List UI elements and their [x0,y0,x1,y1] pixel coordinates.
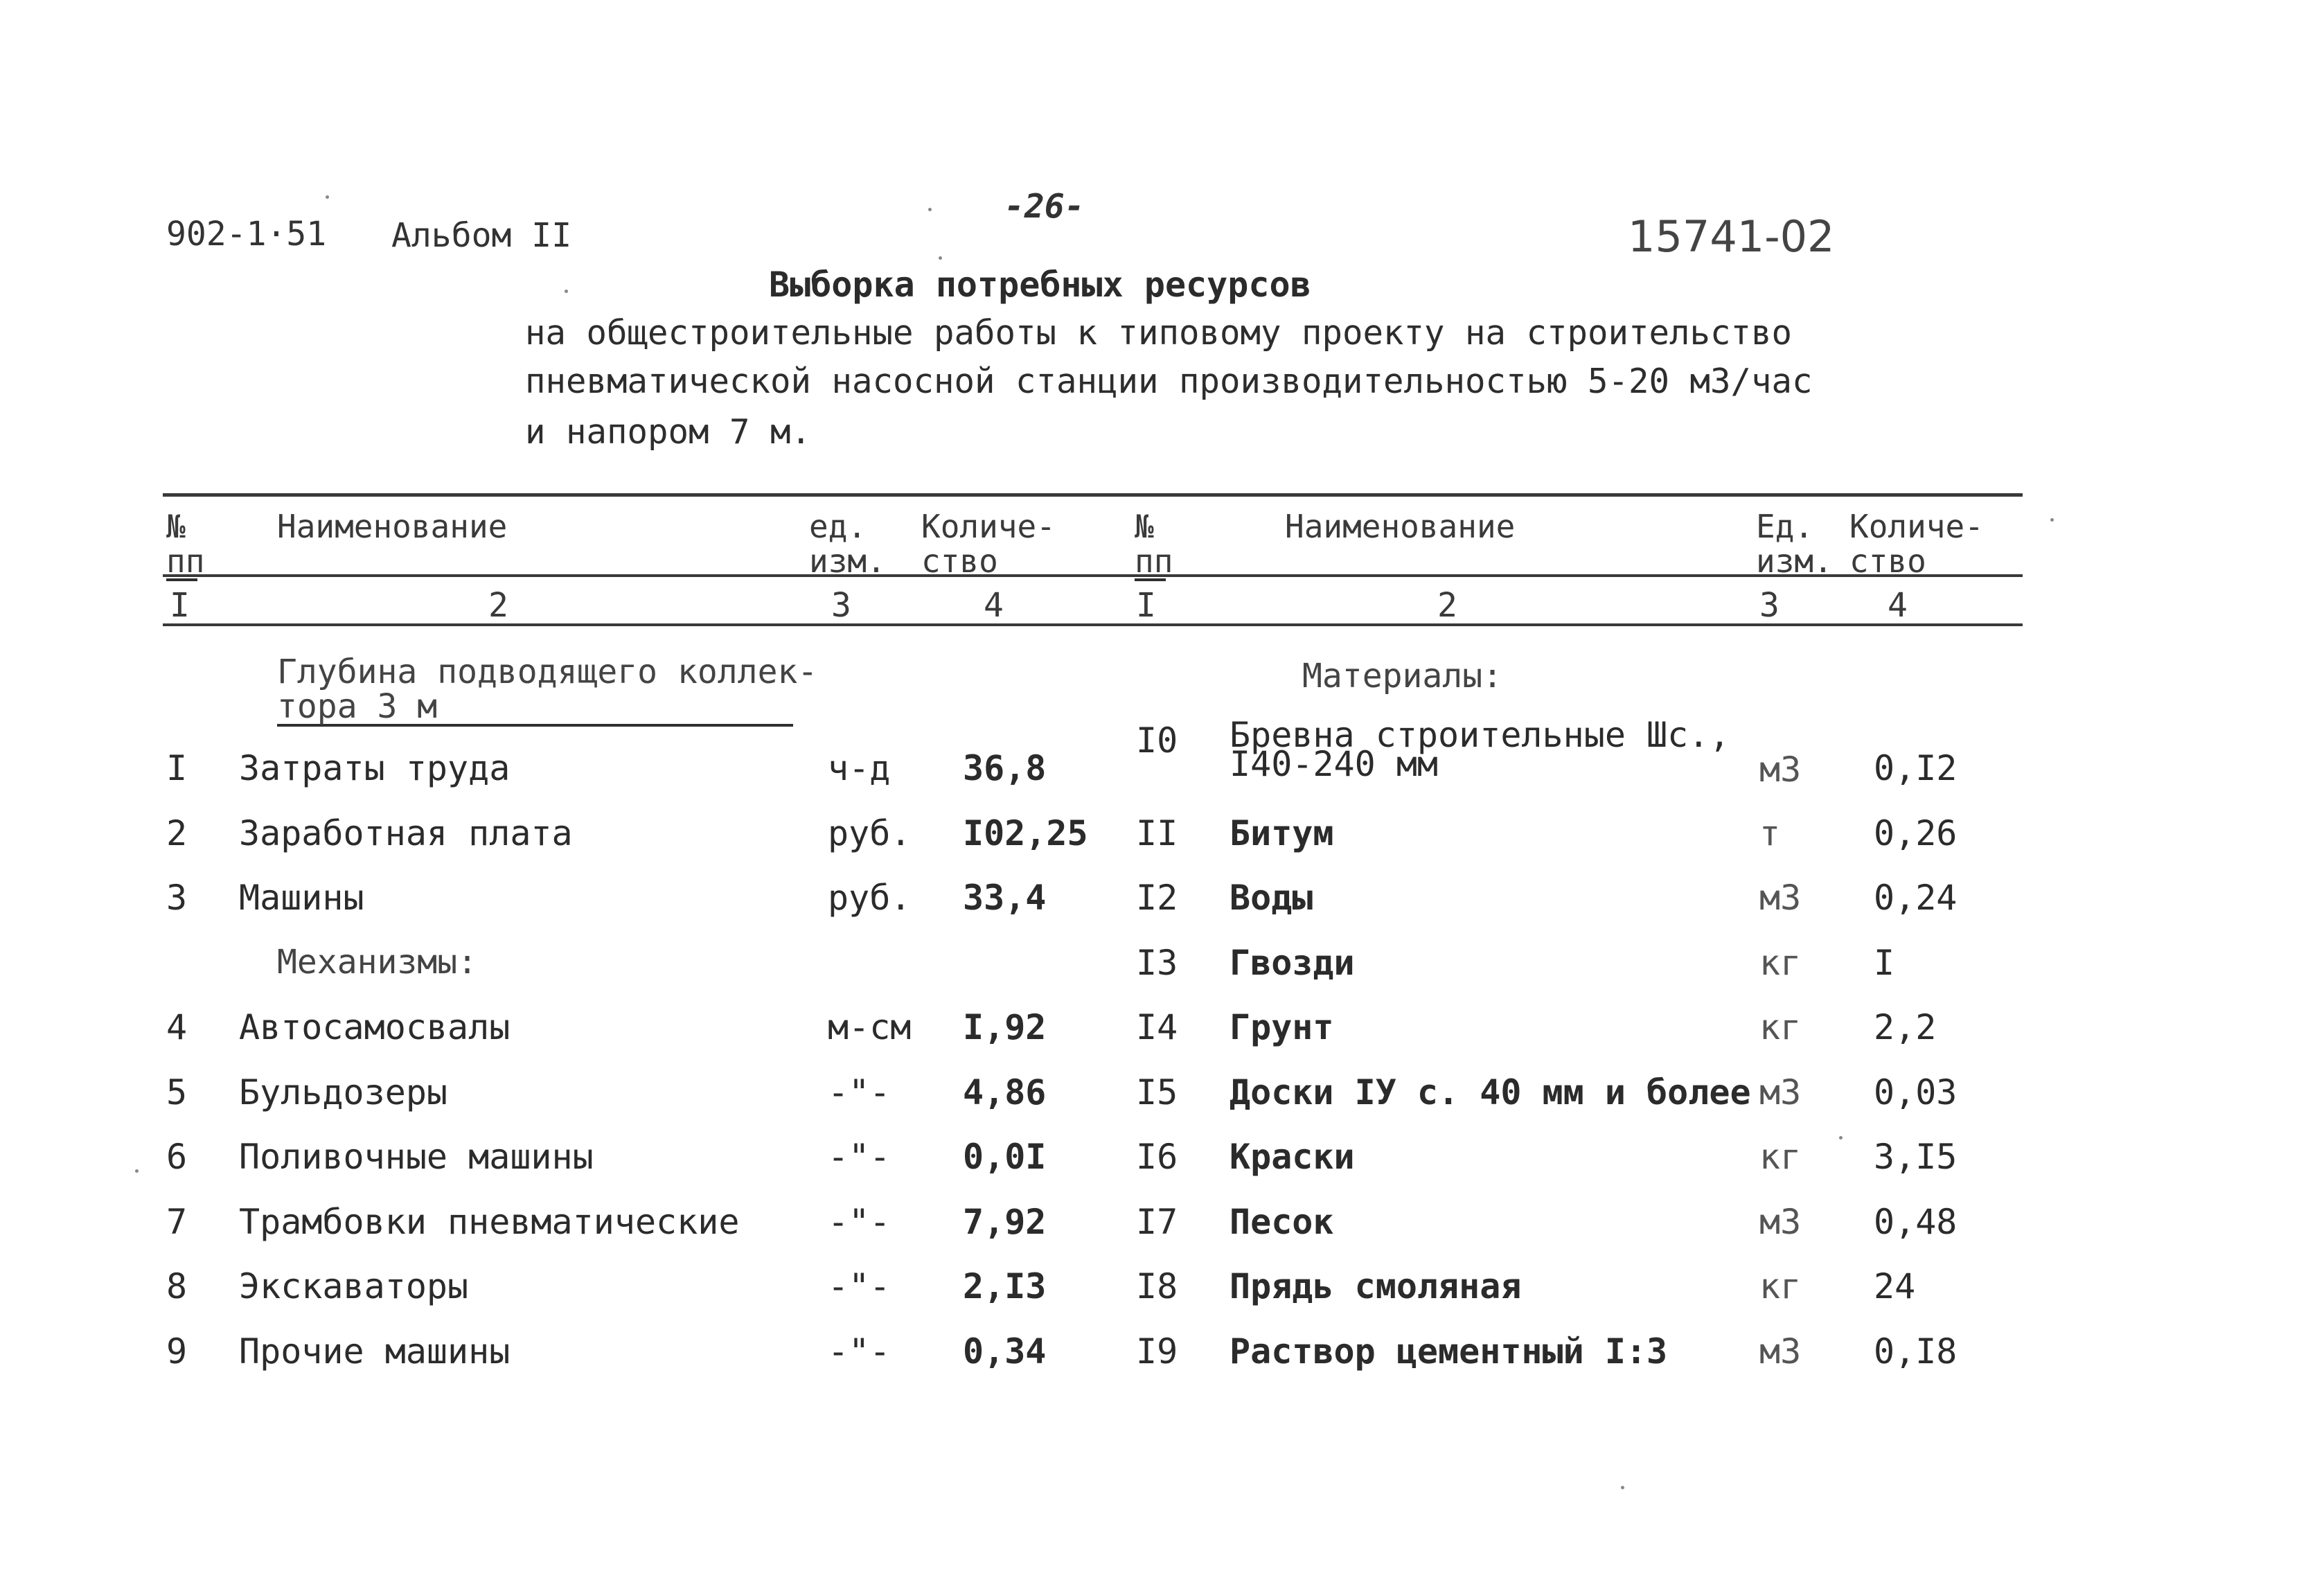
item-qty: I02,25 [963,813,1088,853]
item-qty: 2,I3 [963,1266,1047,1306]
document-code: 902-1·51 [166,215,327,254]
item-unit: -"- [828,1137,891,1177]
table-top-rule [163,493,2023,497]
item-unit: кг [1759,1266,1802,1306]
item-qty: 2,2 [1874,1007,1937,1047]
row-number: I8 [1136,1266,1178,1306]
materials-heading: Материалы: [1302,657,1502,695]
item-qty: 0,34 [963,1331,1047,1372]
item-name: Экскаваторы [239,1266,469,1306]
table-colnum-rule [163,623,2023,626]
project-number: 15741-02 [1628,211,1835,262]
col-number: 2 [488,586,508,625]
item-qty: I [1874,942,1895,983]
item-name: Битум [1230,813,1334,853]
item-qty: 24 [1874,1266,1916,1306]
item-qty: 0,I8 [1874,1331,1958,1372]
item-unit: -"- [828,1201,891,1242]
item-name: Прядь смоляная [1230,1266,1522,1306]
row-number: I4 [1136,1007,1178,1047]
item-unit: ч-д [828,748,891,788]
row-number: I9 [1136,1331,1178,1372]
column-header-unit-right: Ед. изм. [1756,508,1833,580]
item-name: Грунт [1230,1007,1334,1047]
item-unit: м-см [828,1007,912,1047]
item-name: Бревна строительные Шс., I40-240 мм [1230,715,1730,784]
column-header-no-right: № пп [1135,508,1173,580]
column-header-no: № пп [166,508,205,580]
row-number: I6 [1136,1137,1178,1177]
item-qty: 0,48 [1874,1201,1958,1242]
title-line-4: и напором 7 м. [525,412,812,452]
item-name: Раствор цементный I:3 [1230,1331,1668,1372]
row-number: 6 [166,1137,188,1177]
item-unit: м3 [1759,1072,1802,1112]
col-number: 3 [1759,586,1779,625]
col-number: I [170,586,190,625]
item-name: Поливочные машины [239,1137,594,1177]
column-header-name-right: Наименование [1285,508,1516,545]
col-number: 4 [984,586,1004,625]
item-unit: м3 [1759,1331,1802,1372]
item-name: Прочие машины [239,1331,511,1372]
title-line-3: пневматической насосной станции производительностью 5-20 м3/час [525,362,1813,401]
item-unit: кг [1759,942,1802,983]
item-unit: -"- [828,1331,891,1372]
item-unit: руб. [828,813,912,853]
item-qty: 0,I2 [1874,748,1958,788]
item-unit: м3 [1759,750,1802,790]
item-name: Воды [1230,878,1313,918]
section-heading: Глубина подводящего коллек- тора 3 м [277,653,818,726]
item-name: Краски [1230,1137,1355,1177]
item-unit: руб. [828,878,912,918]
item-qty: 3,I5 [1874,1137,1958,1177]
col-number: 3 [831,586,851,625]
item-name: Доски IУ с. 40 мм и более [1230,1072,1751,1112]
row-number: I0 [1136,720,1178,761]
col-number: I [1136,586,1156,625]
row-number: I2 [1136,878,1178,918]
item-qty: I,92 [963,1007,1047,1047]
item-name: Песок [1230,1201,1334,1242]
col-number: 2 [1437,586,1457,625]
item-name: Автосамосвалы [239,1007,511,1047]
item-unit: м3 [1759,1201,1802,1242]
mechanisms-heading: Механизмы: [277,942,477,982]
row-number: I [166,748,188,788]
row-number: 5 [166,1072,188,1112]
item-name: Гвозди [1230,942,1355,983]
row-number: 7 [166,1201,188,1242]
table-header-rule [163,574,2023,577]
item-qty: 4,86 [963,1072,1047,1112]
item-qty: 0,26 [1874,813,1958,853]
column-header-name: Наименование [277,508,508,545]
item-qty: 36,8 [963,748,1047,788]
column-header-unit: ед. изм. [809,508,886,580]
column-header-qty-right: Количе- ство [1849,508,1984,580]
item-unit: -"- [828,1266,891,1306]
row-number: I7 [1136,1201,1178,1242]
column-header-qty: Количе- ство [921,508,1056,580]
item-name: Затраты труда [239,748,511,788]
document-title: Выборка потребных ресурсов [769,265,1311,305]
row-number: I3 [1136,942,1178,983]
row-number: 4 [166,1007,188,1047]
item-qty: 33,4 [963,878,1047,918]
row-number: II [1136,813,1178,853]
col-number: 4 [1888,586,1908,625]
item-name: Машины [239,878,364,918]
item-name: Заработная плата [239,813,573,853]
row-number: 2 [166,813,188,853]
item-qty: 0,03 [1874,1072,1958,1112]
item-name: Бульдозеры [239,1072,448,1112]
item-qty: 0,0I [963,1137,1047,1177]
item-unit: -"- [828,1072,891,1112]
album-label: Альбом II [391,216,572,255]
item-unit: кг [1759,1137,1802,1177]
row-number: 8 [166,1266,188,1306]
item-qty: 0,24 [1874,878,1958,918]
item-unit: м3 [1759,878,1802,918]
item-name: Трамбовки пневматические [239,1201,740,1242]
title-line-2: на общестроительные работы к типовому проекту на строительство [525,313,1793,353]
row-number: 9 [166,1331,188,1372]
page-number: -26- [1004,187,1085,226]
item-qty: 7,92 [963,1201,1047,1242]
item-unit: т [1759,813,1781,853]
row-number: I5 [1136,1072,1178,1112]
item-unit: кг [1759,1007,1802,1047]
row-number: 3 [166,878,188,918]
